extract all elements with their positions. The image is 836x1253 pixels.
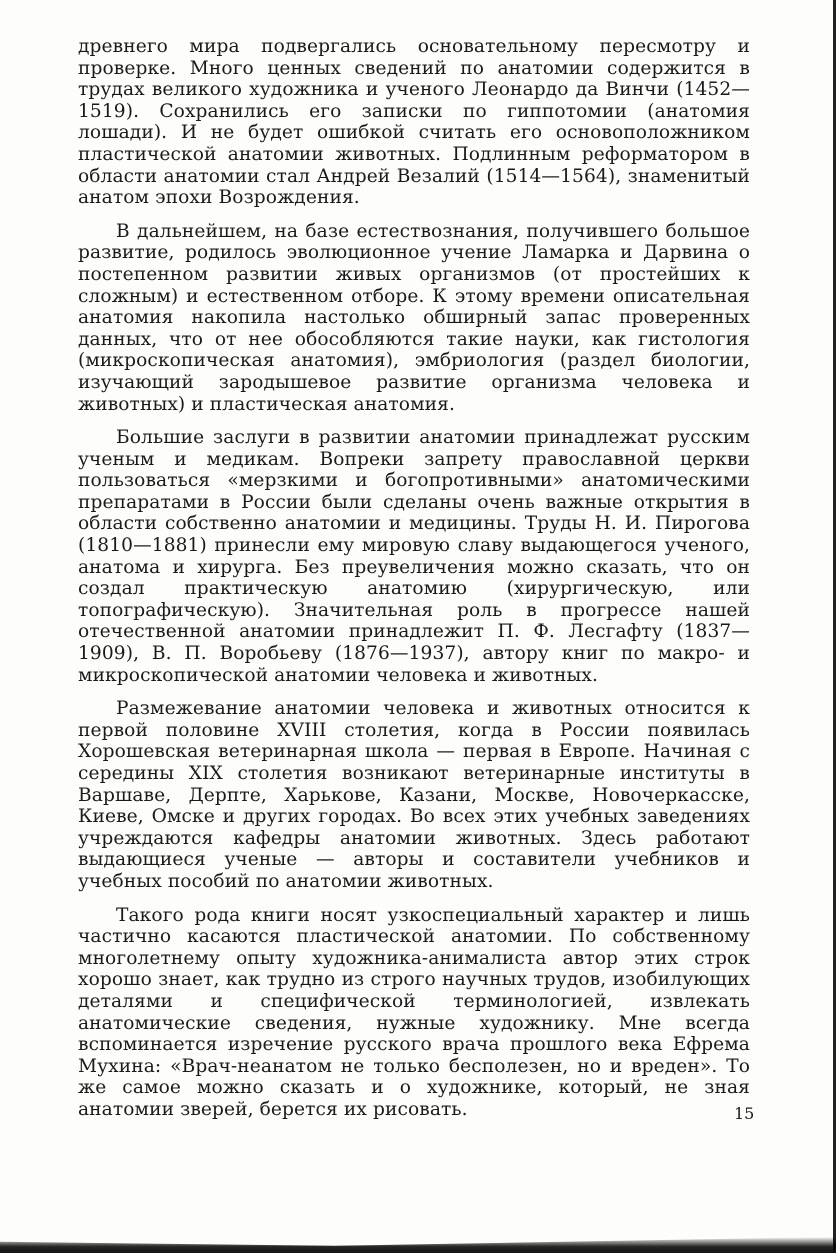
body-text xyxy=(78,36,750,1133)
paragraph-1: древнего мира подвергались основательному пересмотру и проверке. Много ценных сведений по анатомии содержится в трудах великого художника и ученого Леонардо да Винчи (1452—1519). Сохранились его записки по гиппотомии (анатомия лошади). И не будет ошибкой считать его основоположником пластической анатомии животных. Подлинным реформатором в области анатомии стал Андрей Везалий (1514—1564), знаменитый анатом эпохи Возрождения. xyxy=(78,36,750,209)
scan-edge-bottom xyxy=(0,1237,836,1253)
paragraph-5: Такого рода книги носят узкоспециальный характер и лишь частично касаются пластической анатомии. По собственному многолетнему опыту художника-анималиста автор этих строк хорошо знает, как трудно из строго научных трудов, изобилующих деталями и специфической терминологией, извлекать анатомические сведения, нужные художнику. Мне всегда вспоминается изречение русского врача прошлого века Ефрема Мухина: «Врач-неанатом не только бесполезен, но и вреден». То же самое можно сказать и о художнике, который, не зная анатомии зверей, берется их рисовать. xyxy=(78,904,750,1120)
paragraph-4: Размежевание анатомии человека и животных относится к первой половине XVIII столетия, когда в России появилась Хорошевская ветеринарная школа — первая в Европе. Начиная с середины XIX столетия возникают ветеринарные институты в Варшаве, Дерпте, Харькове, Казани, Москве, Новочеркасске, Киеве, Омске и других городах. Во всех этих учебных заведениях учреждаются кафедры анатомии животных. Здесь работают выдающиеся ученые — авторы и составители учебников и учебных пособий по анатомии животных. xyxy=(78,698,750,892)
paragraph-3: Большие заслуги в развитии анатомии принадлежат русским ученым и медикам. Вопреки запрету православной церкви пользоваться «мерзкими и богопротивными» анатомическими препаратами в России были сделаны очень важные открытия в области собственно анатомии и медицины. Труды Н. И. Пирогова (1810—1881) принесли ему мировую славу выдающегося ученого, анатома и хирурга. Без преувеличения можно сказать, что он создал практическую анатомию (хирургическую, или топографическую). Значительная роль в прогрессе нашей отечественной анатомии принадлежит П. Ф. Лесгафту (1837—1909), В. П. Воробьеву (1876—1937), автору книг по макро- и микроскопической анатомии человека и животных. xyxy=(78,427,750,686)
paragraph-2: В дальнейшем, на базе естествознания, получившего большое развитие, родилось эволюционное учение Ламарка и Дарвина о постепенном развитии живых организмов (от простейших к сложным) и естественном отборе. К этому времени описательная анатомия накопила настолько обширный запас проверенных данных, что от нее обособляются такие науки, как гистология (микроскопическая анатомия), эмбриология (раздел биологии, изучающий зародышевое развитие организма человека и животных) и пластическая анатомия. xyxy=(78,220,750,415)
page-number: 15 xyxy=(734,1104,755,1123)
